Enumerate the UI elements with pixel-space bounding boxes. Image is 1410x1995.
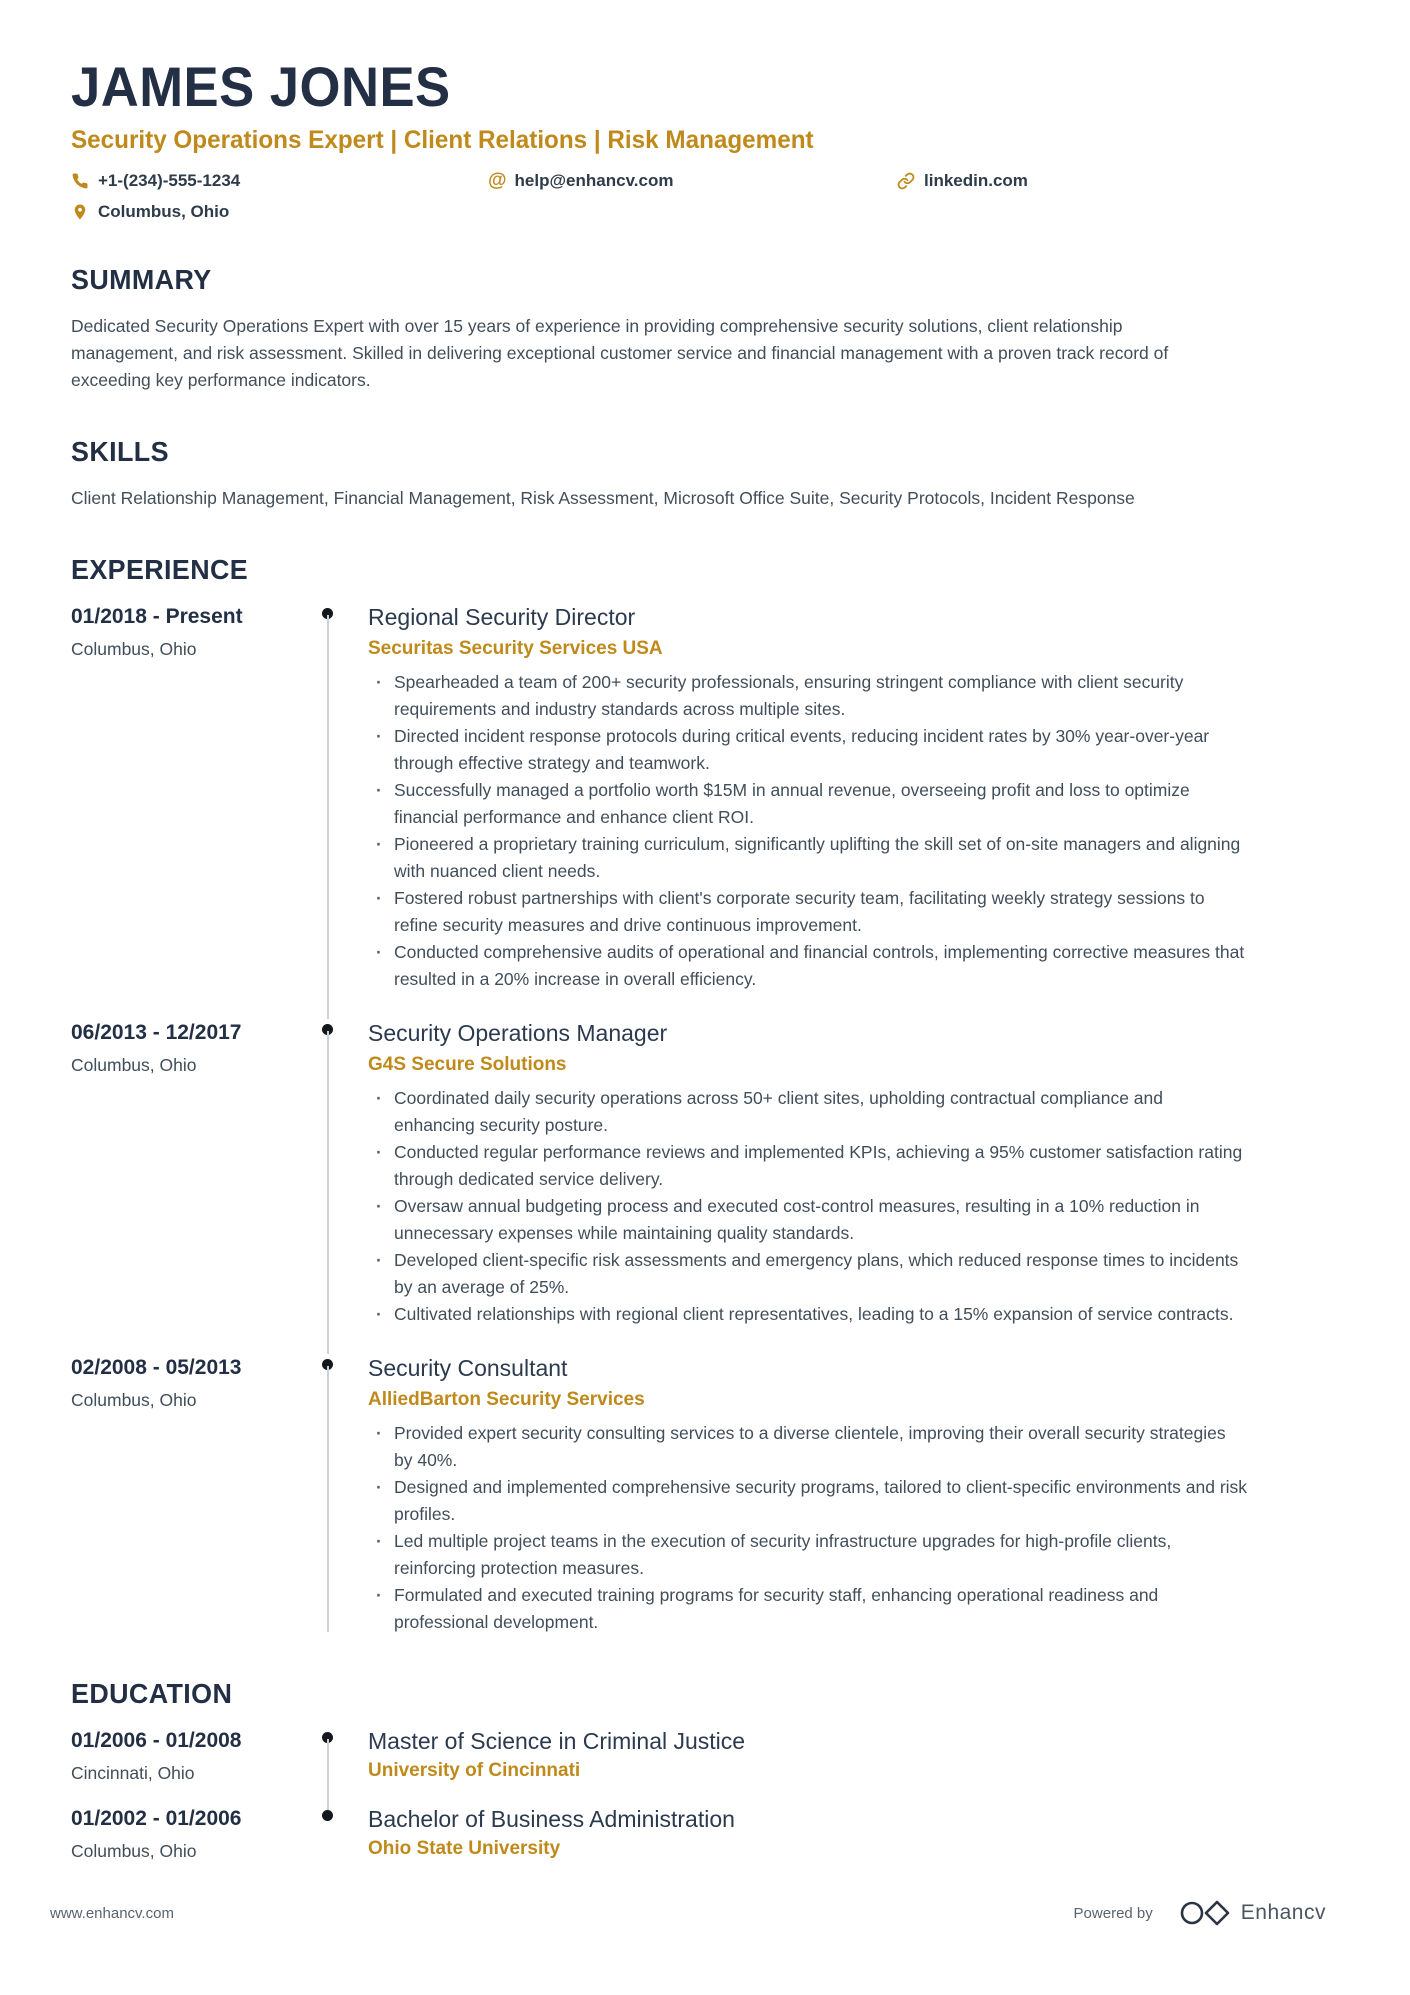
- section-education: [71, 1678, 1260, 1862]
- contact-info: [71, 171, 1260, 222]
- job-bullet: · Designed and implemented comprehensive security programs, tailored to client-specific environments and risk profiles.: [368, 1474, 1248, 1528]
- degree-title: Master of Science in Criminal Justice: [368, 1728, 746, 1754]
- link-icon: [897, 172, 915, 190]
- phone-number: +1-(234)-555-1234: [98, 171, 241, 190]
- job-location: Columbus, Ohio: [71, 639, 197, 659]
- timeline-line: [327, 615, 329, 1019]
- job-dates: 01/2018 - Present: [71, 605, 243, 628]
- experience-entry: [71, 1354, 1260, 1636]
- footer-website-link[interactable]: www.enhancv.com: [50, 1904, 174, 1922]
- summary-heading: SUMMARY: [71, 264, 212, 295]
- job-bullet: · Directed incident response protocols during critical events, reducing incident rates by 30% year-over-year through effective strategy and teamwork.: [368, 723, 1248, 777]
- timeline-line: [327, 1366, 329, 1632]
- timeline: [311, 603, 368, 993]
- timeline: [311, 1354, 368, 1636]
- job-bullets: [368, 1420, 1248, 1636]
- job-bullet: · Conducted comprehensive audits of operational and financial controls, implementing corrective measures that resulted in a 20% increase in overall efficiency.: [368, 939, 1248, 993]
- job-title: Regional Security Director: [368, 604, 636, 630]
- job-bullet: · Formulated and executed training programs for security staff, enhancing operational readiness and professional development.: [368, 1582, 1248, 1636]
- candidate-tagline: Security Operations Expert | Client Relations | Risk Management: [71, 126, 814, 154]
- summary-text: Dedicated Security Operations Expert with over 15 years of experience in providing comprehensive security solutions, client relationship management, and risk assessment. Skilled in delivering exceptional customer service and financial management with a proven track record of exceeding key performance indicators.: [71, 316, 1169, 390]
- degree-location: Columbus, Ohio: [71, 1841, 197, 1861]
- job-bullet: · Spearheaded a team of 200+ security professionals, ensuring stringent compliance with client security requirements and industry standards across multiple sites.: [368, 669, 1248, 723]
- degree-dates: 01/2002 - 01/2006: [71, 1807, 242, 1830]
- skills-text: Client Relationship Management, Financial Management, Risk Assessment, Microsoft Office Suite, Security Protocols, Incident Response: [71, 488, 1135, 508]
- job-company: AlliedBarton Security Services: [368, 1389, 645, 1410]
- section-summary: [71, 264, 1260, 394]
- experience-entry: [71, 1019, 1260, 1328]
- timeline-line: [327, 1031, 329, 1354]
- powered-by-label: Powered by: [1073, 1904, 1153, 1922]
- enhancv-logo-icon: [1179, 1897, 1231, 1929]
- timeline: [311, 1727, 368, 1784]
- job-bullet: · Coordinated daily security operations across 50+ client sites, upholding contractual compliance and enhancing security posture.: [368, 1085, 1248, 1139]
- timeline-dot: [322, 1810, 333, 1821]
- job-bullet: · Led multiple project teams in the execution of security infrastructure upgrades for high-profile clients, reinforcing protection measures.: [368, 1528, 1248, 1582]
- at-icon: @: [488, 170, 507, 191]
- resume-header: [71, 56, 1260, 222]
- job-dates: 06/2013 - 12/2017: [71, 1021, 242, 1044]
- timeline: [311, 1805, 368, 1862]
- job-dates: 02/2008 - 05/2013: [71, 1356, 242, 1379]
- experience-heading: EXPERIENCE: [71, 554, 249, 585]
- degree-title: Bachelor of Business Administration: [368, 1806, 735, 1832]
- contact-phone: [71, 171, 488, 191]
- job-bullet: · Successfully managed a portfolio worth $15M in annual revenue, overseeing profit and loss to optimize financial performance and enhance client ROI.: [368, 777, 1248, 831]
- location-text: Columbus, Ohio: [98, 202, 230, 221]
- education-heading: EDUCATION: [71, 1678, 233, 1709]
- page-footer: [50, 1897, 1326, 1929]
- job-bullet: · Provided expert security consulting services to a diverse clientele, improving their overall security strategies by 40%.: [368, 1420, 1248, 1474]
- job-bullets: [368, 669, 1248, 993]
- degree-location: Cincinnati, Ohio: [71, 1763, 195, 1783]
- job-bullet: · Pioneered a proprietary training curriculum, significantly uplifting the skill set of on-site managers and aligning with nuanced client needs.: [368, 831, 1248, 885]
- job-bullet: · Fostered robust partnerships with client's corporate security team, facilitating weekly strategy sessions to refine security measures and drive continuous improvement.: [368, 885, 1248, 939]
- contact-email[interactable]: [488, 171, 897, 191]
- brand-name: Enhancv: [1240, 1901, 1326, 1924]
- education-entry: [71, 1727, 1260, 1784]
- location-pin-icon: [71, 203, 89, 221]
- job-title: Security Consultant: [368, 1355, 568, 1381]
- contact-location: [71, 202, 229, 222]
- degree-school: Ohio State University: [368, 1838, 561, 1859]
- section-experience: [71, 554, 1260, 1636]
- candidate-name: JAMES JONES: [71, 55, 451, 118]
- link-text[interactable]: linkedin.com: [924, 171, 1028, 190]
- job-company: G4S Secure Solutions: [368, 1054, 567, 1075]
- powered-by-group: [1074, 1897, 1326, 1929]
- email-address[interactable]: help@enhancv.com: [514, 171, 674, 190]
- degree-dates: 01/2006 - 01/2008: [71, 1729, 242, 1752]
- job-location: Columbus, Ohio: [71, 1055, 197, 1075]
- section-skills: [71, 436, 1260, 512]
- degree-school: University of Cincinnati: [368, 1760, 581, 1781]
- job-bullet: · Oversaw annual budgeting process and executed cost-control measures, resulting in a 10% reduction in unnecessary expenses while maintaining quality standards.: [368, 1193, 1248, 1247]
- education-entry: [71, 1805, 1260, 1862]
- job-company: Securitas Security Services USA: [368, 638, 663, 659]
- job-bullet: · Developed client-specific risk assessments and emergency plans, which reduced response times to incidents by an average of 25%.: [368, 1247, 1248, 1301]
- job-bullets: [368, 1085, 1248, 1328]
- skills-heading: SKILLS: [71, 436, 169, 467]
- job-location: Columbus, Ohio: [71, 1390, 197, 1410]
- experience-entry: [71, 603, 1260, 993]
- phone-icon: [71, 172, 89, 190]
- timeline: [311, 1019, 368, 1328]
- job-bullet: · Cultivated relationships with regional client representatives, leading to a 15% expansion of service contracts.: [368, 1301, 1248, 1328]
- job-bullet: · Conducted regular performance reviews and implemented KPIs, achieving a 95% customer satisfaction rating through dedicated service delivery.: [368, 1139, 1248, 1193]
- contact-link[interactable]: [897, 171, 1028, 191]
- job-title: Security Operations Manager: [368, 1020, 668, 1046]
- timeline-line: [327, 1739, 329, 1810]
